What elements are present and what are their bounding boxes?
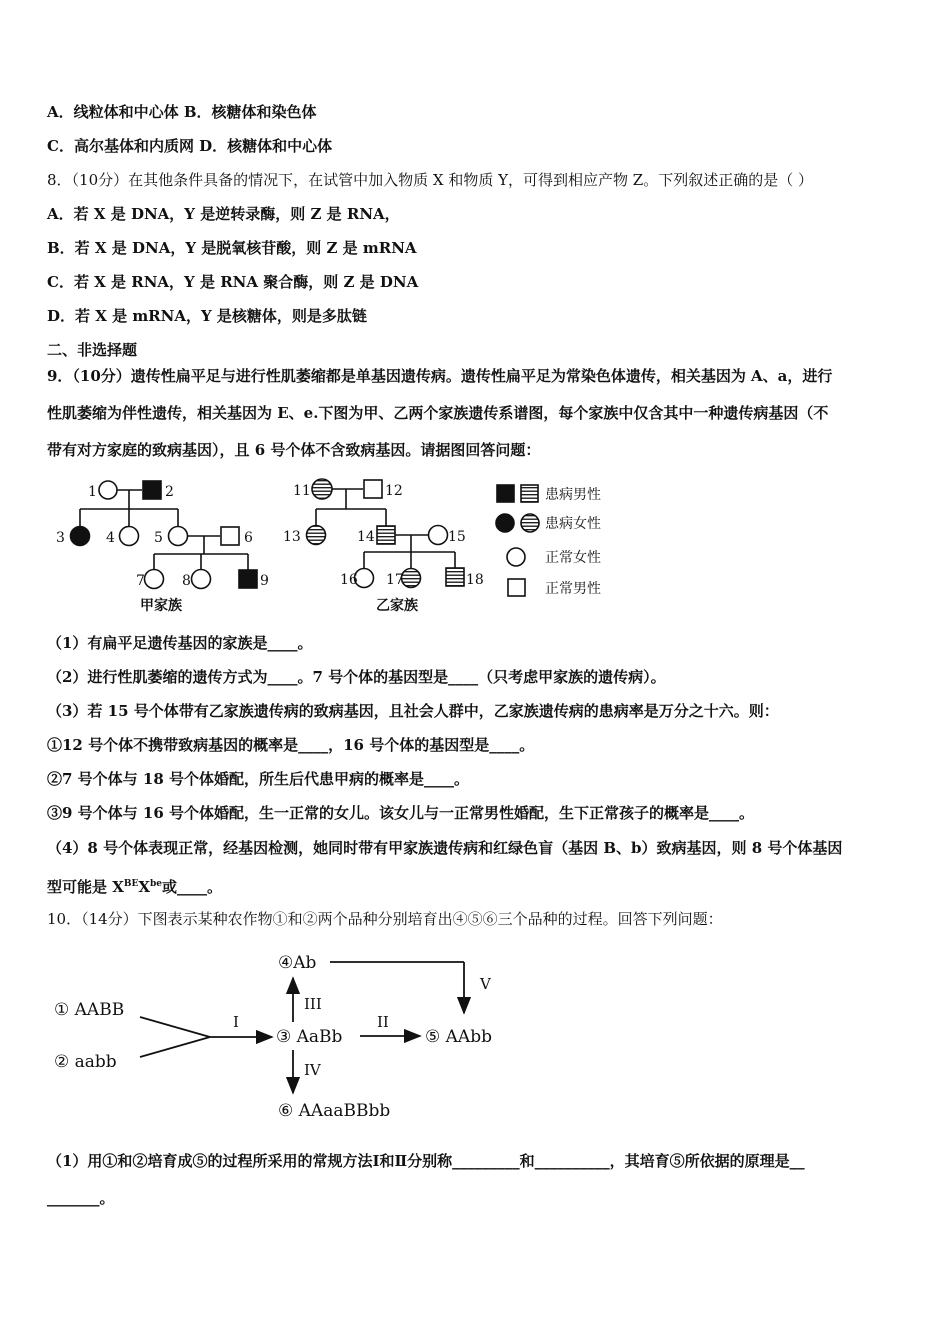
svg-text:5: 5 [154, 530, 163, 546]
step-5-label: V [480, 975, 491, 993]
step-4-label: IV [304, 1061, 321, 1079]
q9-part4-line2: 型可能是 $X^{BE}X^{be}$或____。 [47, 878, 223, 896]
q9-part4-line1: （4）8 号个体表现正常，经基因检测，她同时带有甲家族遗传病和红绿色盲（基因 B、b）致病基因，则 8 号个体基因 [47, 839, 843, 857]
pedigree-chart [50, 472, 620, 617]
q9-stem-line2: 性肌萎缩为伴性遗传，相关基因为 E、e.下图为甲、乙两个家族遗传系谱图，每个家族中仅含其中一种遗传病基因（不 [47, 404, 829, 422]
svg-text:患病男性: 患病男性 [545, 487, 601, 503]
step-2-label: II [377, 1013, 389, 1031]
svg-text:7: 7 [136, 573, 145, 589]
q10-part1-line2: _______。 [47, 1189, 115, 1207]
svg-text:4: 4 [106, 530, 115, 546]
q9-part2: （2）进行性肌萎缩的遗传方式为____。7 号个体的基因型是____（只考虑甲家族的遗传病）。 [47, 668, 666, 686]
q8-option-b: B．若 X 是 DNA，Y 是脱氧核苷酸，则 Z 是 mRNA [47, 239, 417, 257]
breeding-diagram [50, 945, 530, 1125]
svg-text:正常女性: 正常女性 [545, 550, 601, 566]
q7-options-ab: A．线粒体和中心体 B．核糖体和染色体 [47, 103, 317, 121]
svg-text:12: 12 [385, 483, 403, 499]
svg-text:9: 9 [260, 573, 269, 589]
svg-text:患病女性: 患病女性 [545, 516, 601, 532]
q9-part3-2: ②7 号个体与 18 号个体婚配，所生后代患甲病的概率是____。 [47, 770, 469, 788]
q9-part3-1: ①12 号个体不携带致病基因的概率是____，16 号个体的基因型是____。 [47, 736, 535, 754]
individual-4 [120, 527, 139, 546]
variety-4: ④Ab [278, 953, 317, 973]
q9-part3: （3）若 15 号个体带有乙家族遗传病的致病基因，且社会人群中，乙家族遗传病的患病率是万分之十六。则： [47, 702, 779, 720]
individual-14 [377, 526, 395, 544]
svg-text:正常男性: 正常男性 [545, 581, 601, 597]
individual-3 [71, 527, 90, 546]
q8-option-d: D．若 X 是 mRNA，Y 是核糖体，则是多肽链 [47, 307, 367, 325]
family-yi-label: 乙家族 [376, 598, 418, 614]
svg-text:15: 15 [448, 529, 466, 545]
svg-text:1: 1 [88, 484, 97, 500]
svg-text:11: 11 [293, 483, 311, 499]
q9-stem-line1: 9．（10分）遗传性扁平足与进行性肌萎缩都是单基因遗传病。遗传性扁平足为常染色体遗传，相关基因为 A、a，进行 [47, 367, 833, 385]
svg-text:6: 6 [244, 530, 253, 546]
individual-11 [312, 479, 332, 499]
q9-part3-3: ③9 号个体与 16 号个体婚配，生一正常的女儿。该女儿与一正常男性婚配，生下正常孩子的概率是____。 [47, 804, 754, 822]
individual-9 [239, 570, 257, 588]
svg-text:8: 8 [182, 573, 191, 589]
individual-5 [169, 527, 188, 546]
variety-1: ① AABB [54, 1000, 125, 1020]
svg-text:17: 17 [386, 572, 404, 588]
individual-18 [446, 568, 464, 586]
svg-text:2: 2 [165, 484, 174, 500]
svg-text:13: 13 [283, 529, 301, 545]
q9-stem-line3: 带有对方家庭的致病基因），且 6 号个体不含致病基因。请据图回答问题： [47, 441, 541, 459]
svg-text:16: 16 [340, 572, 358, 588]
q7-options-cd: C．高尔基体和内质网 D．核糖体和中心体 [47, 137, 333, 155]
q10-stem: 10．（14分）下图表示某种农作物①和②两个品种分别培育出④⑤⑥三个品种的过程。回答下列问题： [47, 910, 723, 928]
individual-1 [99, 481, 117, 499]
individual-8 [192, 570, 211, 589]
variety-6: ⑥ AAaaBBbb [278, 1101, 391, 1121]
q8-option-a: A．若 X 是 DNA，Y 是逆转录酶，则 Z 是 RNA， [47, 205, 400, 223]
q9-part1: （1）有扁平足遗传基因的家族是____。 [47, 634, 313, 652]
step-1-label: I [233, 1013, 239, 1031]
variety-2: ② aabb [54, 1052, 117, 1072]
family-jia-label: 甲家族 [140, 598, 182, 614]
q8-option-c: C．若 X 是 RNA，Y 是 RNA 聚合酶，则 Z 是 DNA [47, 273, 419, 291]
individual-2 [143, 481, 161, 499]
individual-15 [429, 526, 448, 545]
section-heading: 二、非选择题 [47, 341, 138, 359]
individual-13 [307, 526, 326, 545]
q8-stem: 8．（10分）在其他条件具备的情况下，在试管中加入物质 X 和物质 Y，可得到相应产物 Z。下列叙述正确的是（ ） [47, 171, 813, 189]
q10-part1-line1: （1）用①和②培育成⑤的过程所采用的常规方法Ⅰ和Ⅱ分别称_________和__________，其培育⑤所依据的原理是__ [47, 1152, 805, 1170]
pedigree-legend [545, 486, 601, 597]
individual-17 [402, 569, 421, 588]
svg-text:18: 18 [466, 572, 484, 588]
variety-3: ③ AaBb [276, 1027, 343, 1047]
step-3-label: III [304, 995, 322, 1013]
svg-text:14: 14 [357, 529, 375, 545]
individual-6 [221, 527, 239, 545]
individual-7 [145, 570, 164, 589]
individual-12 [364, 480, 382, 498]
variety-5: ⑤ AAbb [425, 1027, 492, 1047]
svg-text:3: 3 [56, 530, 65, 546]
